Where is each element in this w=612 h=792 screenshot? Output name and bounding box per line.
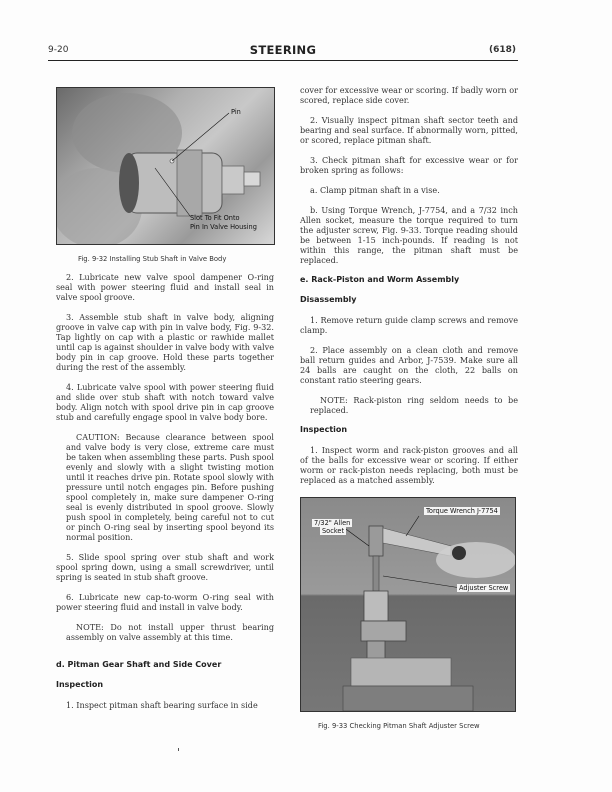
slot-label-line1: Slot To Fit Onto	[190, 214, 240, 222]
sheet-number: (618)	[488, 45, 516, 55]
figure-9-32-photo	[56, 87, 275, 245]
paragraph-step-3: 3. Assemble stub shaft in valve body, aligning groove in valve cap with pin in valve body, Fig. 9-32. Tap lightly on cap with a plastic or rawhide mallet until cap is against shoulder in valve body with valve body pin in cap groove. Hold these parts together during the rest of the assembly.	[56, 312, 274, 372]
inspection-heading-e: Inspection	[300, 425, 348, 434]
page-header	[48, 44, 518, 61]
section-e-heading: e. Rack-Piston and Worm Assembly	[300, 275, 460, 284]
figure-9-33-photo	[300, 497, 516, 712]
allen-socket-label-line1: 7/32" Allen	[314, 519, 351, 527]
paragraph-continuation: cover for excessive wear or scoring. If badly worn or scored, replace side cover.	[300, 85, 518, 105]
paragraph-inspection-step-1: 1. Inspect worm and rack-piston grooves and all of the balls for excessive wear or scoring. If either worm or rack-piston needs replacing, both must be replaced as a matched assembly.	[300, 445, 518, 485]
slot-label-line2: Pin In Valve Housing	[190, 223, 257, 231]
disassembly-heading: Disassembly	[300, 295, 357, 304]
figure-9-32-caption: Fig. 9-32 Installing Stub Shaft in Valve Body	[78, 255, 227, 263]
paragraph-disassembly-step-1: 1. Remove return guide clamp screws and remove clamp.	[300, 315, 518, 335]
stub-shaft-illustration	[57, 88, 274, 244]
left-column	[56, 272, 274, 720]
paragraph-step-3b: b. Using Torque Wrench, J-7754, and a 7/32 inch Allen socket, measure the torque required to turn the adjuster screw, Fig. 9-33. Torque reading should be between 1-15 inch-pounds. If reading is not within this range, the pitman shaft must be replaced.	[300, 205, 518, 265]
page-mark	[178, 748, 179, 751]
paragraph-step-6: 6. Lubricate new cap-to-worm O-ring seal with power steering fluid and install in valve body.	[56, 592, 274, 612]
paragraph-step-2: 2. Lubricate new valve spool dampener O-ring seal with power steering fluid and install seal in valve spool groove.	[56, 272, 274, 302]
note-thrust-bearing: NOTE: Do not install upper thrust bearing assembly on valve assembly at this time.	[66, 622, 274, 642]
caution-note: CAUTION: Because clearance between spool and valve body is very close, extreme care must be taken when assembling these parts. Push spool evenly and slowly with a slight twisting motion until it reaches drive pin. Rotate spool slowly with pressure until notch engages pin. Before pushing spool completely in, make sure dampener O-ring seal is evenly distributed in spool groove. Slowly push spool in completely, being careful not to cut or pinch O-ring seal by inserting spool beyond its normal position.	[66, 432, 274, 542]
right-column	[300, 85, 518, 495]
allen-socket-label-line2: Socket	[322, 527, 345, 535]
paragraph-disassembly-step-2: 2. Place assembly on a clean cloth and remove ball return guides and Arbor, J-7539. Make sure all 24 balls are caught on the cloth, 22 balls on constant ratio steering gears.	[300, 345, 518, 385]
page-title: STEERING	[249, 43, 317, 57]
section-d-heading: d. Pitman Gear Shaft and Side Cover	[56, 660, 222, 669]
inspection-heading-d: Inspection	[56, 680, 104, 689]
paragraph-step-3a: a. Clamp pitman shaft in a vise.	[310, 185, 440, 195]
note-rack-piston: NOTE: Rack-piston ring seldom needs to be replaced.	[310, 395, 518, 415]
pin-label: Pin	[231, 108, 241, 116]
adjuster-screw-label: Adjuster Screw	[459, 584, 509, 592]
paragraph-inspection-step-1: 1. Inspect pitman shaft bearing surface in side	[66, 700, 258, 710]
figure-9-33-caption: Fig. 9-33 Checking Pitman Shaft Adjuster Screw	[318, 722, 480, 730]
paragraph-step-2: 2. Visually inspect pitman shaft sector teeth and bearing and seal surface. If abnormally worn, pitted, or scored, replace pitman shaft.	[300, 115, 518, 145]
paragraph-step-4: 4. Lubricate valve spool with power steering fluid and slide over stub shaft with notch toward valve body. Align notch with spool drive pin in cap groove stub and carefully engage spool in valve body bore.	[56, 382, 274, 422]
page-number: 9-20	[48, 45, 69, 55]
torque-wrench-label: Torque Wrench J-7754	[426, 507, 498, 515]
paragraph-step-5: 5. Slide spool spring over stub shaft and work spool spring down, using a small screwdriver, until spring is seated in stub shaft groove.	[56, 552, 274, 582]
paragraph-step-3: 3. Check pitman shaft for excessive wear or for broken spring as follows:	[300, 155, 518, 175]
